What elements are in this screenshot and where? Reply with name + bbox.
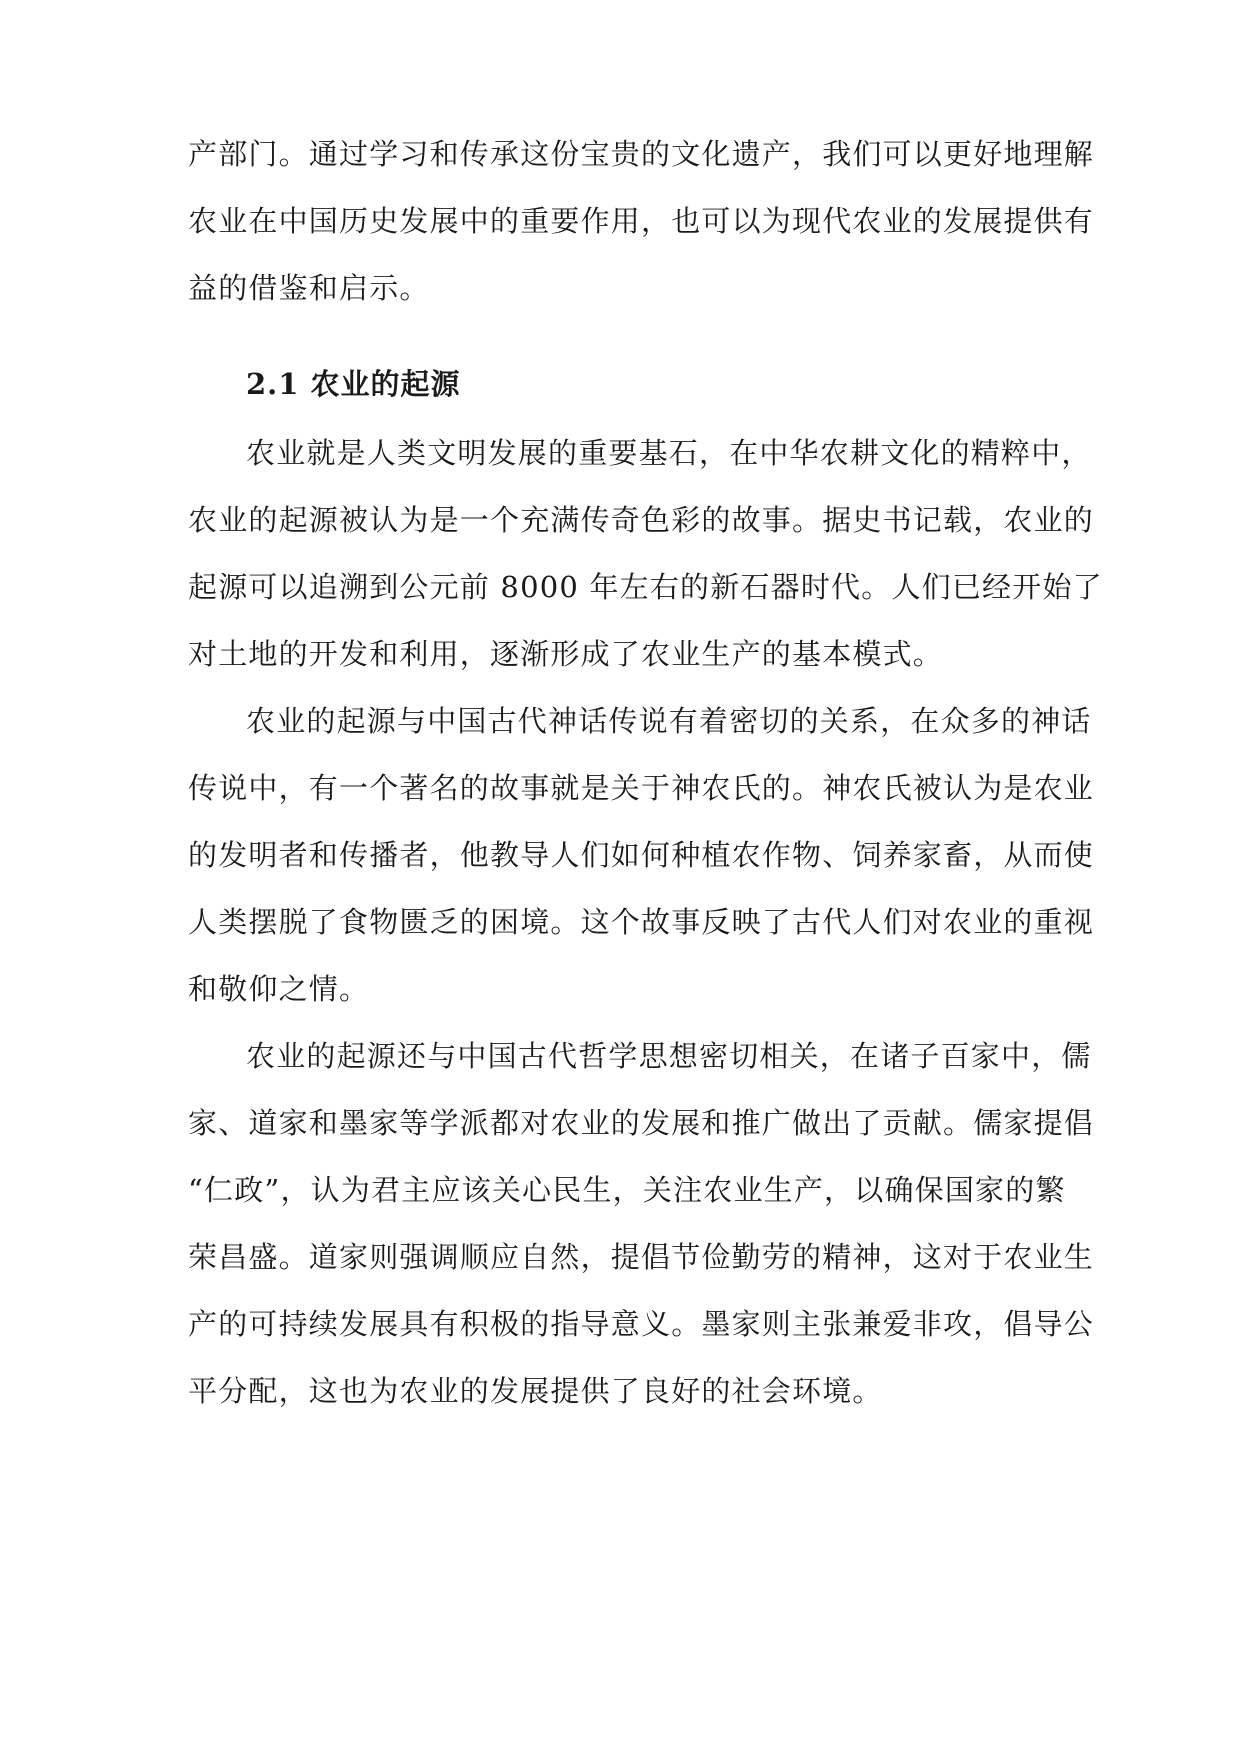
text-line: 农业就是人类文明发展的重要基石，在中华农耕文化的精粹中，: [246, 436, 1092, 470]
text-line: 产部门。通过学习和传承这份宝贵的文化遗产，我们可以更好地理解: [188, 137, 1095, 171]
text-line: 起源可以追溯到公元前 8000 年左右的新石器时代。人们已经开始了: [188, 570, 1103, 604]
text-line: 农业在中国历史发展中的重要作用，也可以为现代农业的发展提供有: [188, 204, 1095, 238]
text-line: 传说中，有一个著名的故事就是关于神农氏的。神农氏被认为是农业: [188, 771, 1095, 805]
text-line: 荣昌盛。道家则强调顺应自然，提倡节俭勤劳的精神，这对于农业生: [188, 1240, 1095, 1274]
text-line: “仁政”，认为君主应该关心民生，关注农业生产，以确保国家的繁: [188, 1173, 1066, 1207]
section-heading: 2.1 农业的起源: [246, 367, 461, 401]
text-line: 农业的起源被认为是一个充满传奇色彩的故事。据史书记载，农业的: [188, 503, 1095, 537]
text-line: 益的借鉴和启示。: [188, 271, 430, 305]
text-line: 人类摆脱了食物匮乏的困境。这个故事反映了古代人们对农业的重视: [188, 905, 1095, 939]
text-line: 产的可持续发展具有积极的指导意义。墨家则主张兼爱非攻，倡导公: [188, 1307, 1095, 1341]
text-line: 和敬仰之情。: [188, 972, 370, 1006]
text-line: 农业的起源还与中国古代哲学思想密切相关，在诸子百家中，儒: [246, 1039, 1092, 1073]
text-line: 家、道家和墨家等学派都对农业的发展和推广做出了贡献。儒家提倡: [188, 1106, 1095, 1140]
text-line: 农业的起源与中国古代神话传说有着密切的关系，在众多的神话: [246, 704, 1092, 738]
text-line: 平分配，这也为农业的发展提供了良好的社会环境。: [188, 1374, 883, 1408]
text-line: 的发明者和传播者，他教导人们如何种植农作物、饲养家畜，从而使: [188, 838, 1095, 872]
text-line: 对土地的开发和利用，逐渐形成了农业生产的基本模式。: [188, 637, 944, 671]
